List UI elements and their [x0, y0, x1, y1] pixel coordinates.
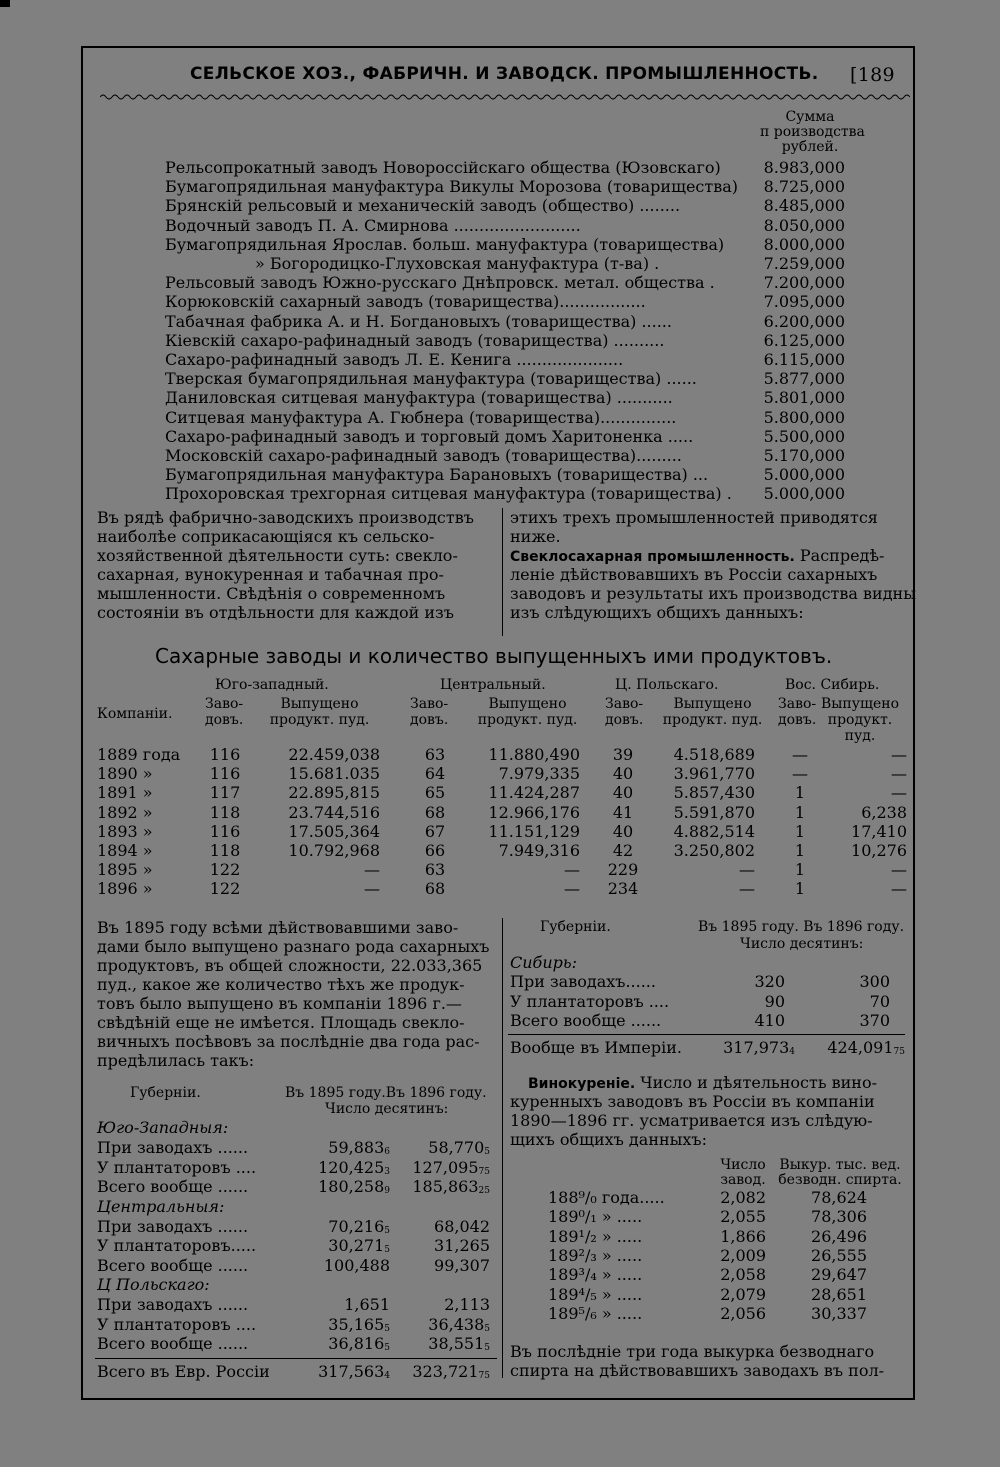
vino-year: 189⁴/₅ » .....	[548, 1284, 643, 1304]
sugar-cell: 41	[612, 802, 634, 822]
sugar-year: 1893 »	[97, 821, 153, 841]
sugar-cell: 40	[612, 764, 634, 784]
top-row-name: Бумагопрядильная Ярослав. больш. мануфактура (товарищества)	[165, 234, 725, 254]
sugar-cell: 67	[424, 821, 446, 841]
prod-header: продукт. пуд.	[269, 712, 370, 728]
right-row-v1: 90	[764, 991, 785, 1011]
left-table-header: Губерніи.	[130, 1085, 201, 1101]
page-corner-mark	[0, 0, 10, 7]
vino-value: 26,496	[811, 1226, 867, 1246]
top-row-name: Московскій сахаро-рафинадный заводъ (товарищества).........	[165, 446, 682, 465]
left-line: вичныхъ посѣвовъ за послѣдніе два года рас-	[97, 1032, 480, 1051]
top-row-value: 7.200,000	[763, 273, 845, 293]
right-row-v2: 370	[859, 1011, 890, 1030]
right-row-v2: 70	[869, 991, 890, 1011]
zav-header: Заво-	[605, 696, 644, 712]
sugar-cell: 3.961,770	[673, 764, 755, 784]
top-row-value: 8.000,000	[763, 234, 845, 254]
intro-right-line: заводовъ и результаты ихъ производства видны	[510, 584, 916, 603]
vino-value: 26,555	[811, 1245, 867, 1265]
sugar-cell: 11.880,490	[488, 745, 580, 764]
left-row-v1: $59,883_6$	[328, 1138, 390, 1157]
sugar-cell: 1	[794, 841, 806, 860]
region-header: Центральный.	[440, 677, 546, 693]
top-row-value: 6.115,000	[763, 350, 845, 369]
top-row-value: 5.170,000	[763, 446, 845, 465]
sugar-cell: 17,410	[851, 821, 907, 841]
prod-header: продукт. пуд.	[662, 712, 763, 728]
left-row-v1: $36,816_5$	[328, 1334, 390, 1353]
intro-right-line: изъ слѣдующихъ общихъ данныхъ:	[510, 603, 804, 622]
sugar-cell: 39	[612, 745, 634, 764]
zav-header: Заво-	[778, 696, 817, 712]
left-row-label: Всего вообще ......	[97, 1255, 249, 1275]
bottom-right-line: спирта на дѣйствовавшихъ заводахъ въ пол-	[510, 1361, 885, 1380]
left-section-name: Ц Польскаго:	[97, 1275, 210, 1294]
sugar-cell: 66	[424, 841, 446, 860]
right-row-v1: 410	[754, 1011, 785, 1030]
right-table-header: Въ 1895 году. Въ 1896 году.	[698, 919, 905, 935]
vino-line: 1890—1896 гг. усматривается изъ слѣдую-	[510, 1111, 873, 1130]
right-row-label: У плантаторовъ ....	[510, 991, 670, 1011]
intro-left-line: сахарная, вунокуренная и табачная про-	[97, 565, 444, 584]
top-row-name: Сахаро-рафинадный заводъ и торговый домъ Харитоненка .....	[165, 426, 694, 446]
vino-count: 2,058	[720, 1265, 766, 1285]
top-row-name: Бумагопрядильная мануфактура Барановыхъ (товарищества) ...	[165, 465, 709, 485]
top-row-name: Табачная фабрика А. и Н. Богдановыхъ (товарищества) ......	[165, 311, 672, 331]
sugar-year: 1890 »	[97, 764, 153, 784]
sugar-cell: 1	[794, 783, 806, 803]
column-divider-2	[502, 918, 503, 1378]
left-row-v2: 68,042	[434, 1216, 490, 1236]
sugar-cell: 10,276	[851, 841, 907, 860]
intro-right-line: леніе дѣйствовавшихъ въ Россіи сахарныхъ	[510, 565, 878, 584]
right-row-label: При заводахъ......	[510, 972, 656, 991]
top-row-name: Рельсопрокатный заводъ Новороссійскаго общества (Юзовскаго)	[165, 158, 721, 177]
left-row-v2: $58,770_5$	[428, 1138, 490, 1157]
sugar-cell: 23.744,516	[288, 802, 380, 822]
top-row-name: Рельсовый заводъ Южно-русскаго Днѣпровск. метал. общества .	[165, 273, 715, 293]
sugar-cell: 1	[794, 860, 806, 880]
zav-header: довъ.	[205, 712, 244, 728]
right-row-v1: 320	[754, 972, 785, 991]
left-row-v1: 100,488	[323, 1255, 390, 1275]
top-row-value: 7.259,000	[763, 254, 845, 273]
top-col-header: рублей.	[781, 139, 839, 155]
campaign-header: Компаніи.	[97, 706, 173, 722]
top-col-header: п роизводства	[760, 124, 865, 140]
sugar-cell: 1	[794, 879, 806, 899]
right-total-label: Вообще въ Имперіи.	[510, 1038, 682, 1057]
left-line: предѣлилась такъ:	[97, 1051, 255, 1070]
sugar-cell: 17.505,364	[288, 821, 380, 841]
sugar-cell: 65	[424, 783, 446, 803]
intro-left-line: состояніи въ отдѣльности для каждой изъ	[97, 603, 454, 622]
bottom-right-line: Въ послѣдніе три года выкурка безводнаго	[510, 1342, 875, 1361]
sugar-cell: 5.591,870	[673, 802, 755, 822]
vino-count: 1,866	[720, 1226, 766, 1246]
left-row-v2: 31,265	[434, 1236, 490, 1255]
top-col-header: Сумма	[785, 109, 835, 125]
left-row-label: У плантаторовъ.....	[97, 1236, 257, 1255]
left-row-v2: $36,438_5$	[428, 1314, 490, 1334]
sugar-year: 1892 »	[97, 802, 153, 822]
left-total-v1: $317,563_4$	[318, 1362, 390, 1381]
sugar-cell: 122	[209, 860, 241, 880]
running-header	[190, 64, 895, 86]
top-row-name: Кіевскій сахаро-рафинадный заводъ (товарищества) ..........	[165, 330, 665, 350]
sugar-year: 1895 »	[97, 860, 153, 880]
sugar-cell: 234	[607, 879, 639, 899]
vino-count: 2,009	[720, 1245, 766, 1265]
intro-left-line: Въ рядѣ фабрично-заводскихъ производствъ	[97, 508, 474, 527]
top-row-value: 6.200,000	[763, 311, 845, 331]
right-total-v2: $424,091_{75}$	[827, 1038, 905, 1057]
left-line: продуктовъ, въ общей сложности, 22.033,365	[97, 956, 483, 975]
sugar-cell: 116	[209, 745, 241, 764]
sugar-cell: 6,238	[861, 802, 907, 822]
top-row-name: Даниловская ситцевая мануфактура (товарищества) ...........	[165, 388, 673, 408]
sugar-cell: 118	[209, 841, 241, 860]
right-total-v1: $317,973_4$	[723, 1038, 795, 1057]
top-row-value: 5.000,000	[763, 465, 845, 485]
right-table-header: Губерніи.	[540, 919, 611, 935]
sugar-cell: 116	[209, 821, 241, 841]
vino-count: 2,056	[720, 1303, 766, 1323]
sugar-cell: —	[891, 860, 907, 880]
vino-line: щихъ общихъ данныхъ:	[510, 1130, 707, 1149]
vino-col-header: завод.	[720, 1172, 766, 1188]
vino-value: 78,624	[811, 1188, 867, 1207]
prod-header: продукт.	[827, 712, 893, 728]
right-row-label: Всего вообще ......	[510, 1011, 662, 1030]
sugar-cell: —	[564, 860, 580, 880]
sugar-cell: 11.151,129	[488, 821, 580, 841]
vino-value: 78,306	[811, 1207, 867, 1227]
vino-year: 188⁹/₀ года.....	[548, 1188, 665, 1207]
prod-header: пуд.	[844, 728, 876, 744]
header-title: СЕЛЬСКОЕ ХОЗ., ФАБРИЧН. И ЗАВОДСК. ПРОМЫШЛЕННОСТЬ.	[190, 64, 819, 84]
sugar-cell: 122	[209, 879, 241, 899]
sugar-cell: 63	[424, 860, 446, 880]
vino-year: 189⁵/₆ » .....	[548, 1303, 643, 1323]
left-row-v2: $185,863_{25}$	[412, 1177, 490, 1196]
prod-header: Выпущено	[673, 696, 752, 712]
top-row-value: 5.877,000	[763, 369, 845, 389]
sugar-cell: 118	[209, 802, 241, 822]
right-total-rule	[508, 1034, 905, 1035]
vino-year: 189¹/₂ » .....	[548, 1226, 643, 1246]
sugar-year: 1896 »	[97, 879, 153, 899]
intro-left-line: наиболѣе соприкасающіяся къ сельско-	[97, 527, 435, 546]
top-row-name: Ситцевая мануфактура А. Гюбнера (товарищества)...............	[165, 407, 677, 427]
sugar-cell: —	[891, 764, 907, 784]
left-row-label: У плантаторовъ ....	[97, 1314, 257, 1334]
left-total-v2: $323,721_{75}$	[412, 1362, 490, 1381]
vino-value: 29,647	[811, 1265, 867, 1285]
top-row-value: 7.095,000	[763, 292, 845, 312]
left-section-name: Центральныя:	[97, 1196, 225, 1216]
top-row-value: 8.725,000	[763, 177, 845, 197]
vino-count: 2,055	[720, 1207, 766, 1227]
vino-count: 2,079	[720, 1284, 766, 1304]
zav-header: Заво-	[205, 696, 244, 712]
sugar-cell: 40	[612, 783, 634, 803]
vino-line: куренныхъ заводовъ въ Россіи въ компаніи	[510, 1092, 875, 1111]
region-header: Ц. Польскаго.	[615, 677, 719, 693]
sugar-cell: 7.949,316	[498, 841, 580, 860]
left-row-v1: 1,651	[344, 1295, 390, 1314]
sugar-cell: 7.979,335	[498, 764, 580, 784]
column-divider	[502, 508, 503, 636]
left-line: Въ 1895 году всѣми дѣйствовавшими заво-	[97, 918, 459, 937]
sugar-cell: 4.882,514	[673, 821, 755, 841]
prod-header: Выпущено	[280, 696, 359, 712]
left-line: свѣдѣній еще не имѣется. Площадь свекло-	[97, 1013, 465, 1032]
wavy-rule	[100, 90, 910, 104]
sugar-year: 1889 года	[97, 745, 181, 764]
right-row-v2: 300	[859, 972, 890, 991]
left-row-label: При заводахъ ......	[97, 1138, 249, 1157]
top-row-value: 5.800,000	[763, 407, 845, 427]
top-row-name: Бумагопрядильная мануфактура Викулы Морозова (товарищества)	[165, 177, 739, 197]
vino-col-header: Число	[720, 1157, 766, 1173]
vino-year: 189²/₃ » .....	[548, 1245, 643, 1265]
intro-right-line: ниже.	[510, 527, 561, 546]
prod-header: Выпущено	[488, 696, 567, 712]
sugar-cell: 229	[607, 860, 639, 880]
sugar-cell: —	[891, 745, 907, 764]
top-row-value: 8.983,000	[763, 158, 845, 177]
left-row-label: При заводахъ ......	[97, 1295, 249, 1314]
sugar-cell: 4.518,689	[673, 745, 755, 764]
sugar-cell: 1	[794, 821, 806, 841]
left-row-label: У плантаторовъ ....	[97, 1157, 257, 1177]
left-row-label: При заводахъ ......	[97, 1216, 249, 1236]
left-line: пуд., какое же количество тѣхъ же продук-	[97, 975, 465, 994]
sugar-cell: 40	[612, 821, 634, 841]
top-row-value: 8.485,000	[763, 196, 845, 216]
intro-right-line: этихъ трехъ промышленностей приводятся	[510, 508, 878, 527]
sugar-cell: 68	[424, 802, 446, 822]
sugar-cell: 1	[794, 802, 806, 822]
sugar-cell: 10.792,968	[288, 841, 380, 860]
sugar-cell: —	[564, 879, 580, 899]
left-row-v1: $120,425_3$	[318, 1157, 390, 1177]
top-row-name: Тверская бумагопрядильная мануфактура (товарищества) ......	[165, 369, 697, 389]
left-row-v1: $70,216_5$	[328, 1216, 390, 1236]
sugar-cell: 63	[424, 745, 446, 764]
vino-year: 189⁰/₁ » .....	[548, 1207, 643, 1227]
sugar-cell: 116	[209, 764, 241, 784]
right-section-name: Сибирь:	[510, 953, 577, 972]
sugar-cell: 42	[612, 841, 634, 860]
sugar-cell: 3.250,802	[673, 841, 755, 860]
page-number: [189	[850, 64, 895, 86]
sugar-year: 1891 »	[97, 783, 153, 803]
sugar-cell: 11.424,287	[488, 783, 580, 803]
vino-col-header: Выкур. тыс. вед.	[779, 1157, 901, 1173]
top-row-value: 6.125,000	[763, 330, 845, 350]
top-row-value: 5.000,000	[763, 484, 845, 504]
left-row-label: Всего вообще ......	[97, 1177, 249, 1196]
left-row-v2: $38,551_5$	[428, 1334, 490, 1353]
top-row-name: Корюковскій сахарный заводъ (товарищества).................	[165, 292, 646, 312]
sugar-cell: 22.895,815	[288, 783, 380, 803]
sugar-cell: —	[739, 879, 755, 899]
left-row-v2: $127,095_{75}$	[412, 1157, 490, 1177]
sugar-cell: 15.681.035	[288, 764, 380, 784]
region-header: Вос. Сибирь.	[785, 677, 880, 693]
sugar-cell: 117	[209, 783, 241, 803]
left-table-header: Число десятинъ:	[325, 1101, 449, 1117]
left-table-header: Въ 1895 году.Въ 1896 году.	[285, 1085, 487, 1101]
left-row-v2: 2,113	[444, 1295, 490, 1314]
left-row-v1: $35,165_5$	[328, 1314, 390, 1334]
left-total-label: Всего въ Евр. Россіи	[97, 1362, 270, 1381]
sugar-table-title: Сахарные заводы и количество выпущенныхъ ими продуктовъ.	[155, 644, 833, 668]
top-row-name: Сахаро-рафинадный заводъ Л. Е. Кенига .....................	[165, 350, 624, 369]
sugar-cell: 64	[424, 764, 446, 784]
prod-header: продукт. пуд.	[477, 712, 578, 728]
sugar-heading: Свеклосахарная промышленность. Распредѣ-	[510, 546, 885, 565]
left-row-v1: $180,258_9$	[318, 1177, 390, 1196]
sugar-cell: 22.459,038	[288, 745, 380, 764]
zav-header: довъ.	[410, 712, 449, 728]
vino-value: 28,651	[811, 1284, 867, 1304]
left-row-v1: $30,271_5$	[328, 1236, 390, 1255]
left-row-v2: 99,307	[434, 1255, 490, 1275]
prod-header: Выпущено	[820, 696, 900, 712]
sugar-cell: —	[891, 783, 907, 803]
left-total-rule	[95, 1358, 497, 1359]
top-row-name: Брянскій рельсовый и механическій заводъ (общество) ........	[165, 196, 681, 216]
left-line: дами было выпущено разнаго рода сахарныхъ	[97, 937, 490, 956]
right-table-header: Число десятинъ:	[740, 936, 864, 952]
sugar-cell: —	[739, 860, 755, 880]
zav-header: довъ.	[778, 712, 817, 728]
top-row-name: » Богородицко-Глуховская мануфактура (т-ва) .	[255, 254, 660, 273]
intro-left-line: хозяйственной дѣятельности суть: свекло-	[97, 546, 458, 565]
left-row-label: Всего вообще ......	[97, 1334, 249, 1353]
zav-header: Заво-	[410, 696, 449, 712]
region-header: Юго-западный.	[215, 677, 329, 693]
top-row-name: Прохоровская трехгорная ситцевая мануфактура (товарищества) .	[165, 484, 732, 504]
intro-left-line: мышленности. Свѣдѣнія о современномъ	[97, 584, 446, 603]
left-section-name: Юго-Западныя:	[97, 1118, 229, 1137]
zav-header: довъ.	[605, 712, 644, 728]
vino-value: 30,337	[811, 1303, 867, 1323]
sugar-cell: —	[364, 879, 380, 899]
vino-year: 189³/₄ » .....	[548, 1265, 643, 1285]
vino-heading: Винокуреніе. Число и дѣятельность вино-	[528, 1073, 877, 1092]
sugar-cell: —	[364, 860, 380, 880]
vino-col-header: безводн. спирта.	[778, 1172, 902, 1188]
top-row-name: Водочный заводъ П. А. Смирнова .........................	[165, 215, 581, 235]
sugar-cell: —	[891, 879, 907, 899]
sugar-cell: 68	[424, 879, 446, 899]
sugar-year: 1894 »	[97, 841, 153, 860]
top-row-value: 5.500,000	[763, 426, 845, 446]
sugar-cell: —	[792, 745, 808, 764]
sugar-cell: —	[792, 764, 808, 784]
vino-count: 2,082	[720, 1188, 766, 1207]
left-line: товъ было выпущено въ компаніи 1896 г.—	[97, 994, 462, 1013]
sugar-cell: 12.966,176	[488, 802, 580, 822]
sugar-cell: 5.857,430	[673, 783, 755, 803]
top-row-value: 8.050,000	[763, 215, 845, 235]
top-row-value: 5.801,000	[763, 388, 845, 408]
